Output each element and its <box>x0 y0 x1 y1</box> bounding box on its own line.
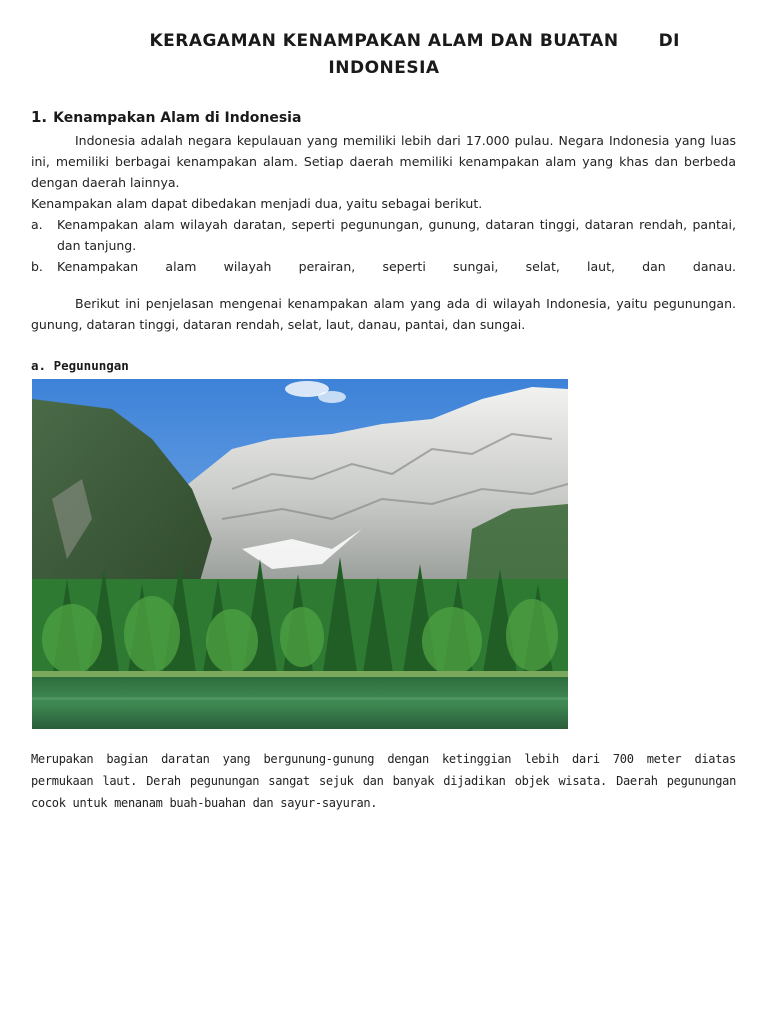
document-title <box>60 28 708 82</box>
section-1-heading <box>31 108 301 126</box>
title-line-1 <box>60 28 708 55</box>
subsection-a-heading: a. Pegunungan <box>31 358 129 373</box>
list-marker-b: b. <box>31 259 43 274</box>
list-item-b <box>31 256 736 277</box>
title-di-text: DI <box>658 31 680 51</box>
division-paragraph: Kenampakan alam dapat dibedakan menjadi dua, yaitu sebagai berikut. <box>31 196 483 211</box>
title-main-text: KERAGAMAN KENAMPAKAN ALAM DAN BUATAN <box>149 31 619 51</box>
intro-paragraph: Indonesia adalah negara kepulauan yang memiliki lebih dari 17.000 pulau. Negara Indonesia yang luas ini, memiliki berbagai kenampakan alam. Setiap daerah memiliki kenampakan alam yang khas dan berbeda dengan daerah lainnya. <box>31 133 736 190</box>
explanation-paragraph: Berikut ini penjelasan mengenai kenampakan alam yang ada di wilayah Indonesia, yaitu pegunungan. gunung, dataran tinggi, dataran rendah, selat, laut, danau, pantai, dan sungai. <box>31 296 736 332</box>
list-text-a: Kenampakan alam wilayah daratan, seperti pegunungan, gunung, dataran tinggi, dataran rendah, pantai, dan tanjung. <box>57 217 736 253</box>
section-1-number: 1. <box>31 108 48 126</box>
mountain-landscape-photo <box>32 379 568 729</box>
section-1-title: Kenampakan Alam di Indonesia <box>53 110 302 126</box>
list-text-b: Kenampakan alam wilayah perairan, seperti sungai, selat, laut, dan danau. <box>57 259 736 274</box>
list-item-a <box>31 214 736 256</box>
title-line-2: INDONESIA <box>328 58 440 78</box>
list-marker-a: a. <box>31 217 43 232</box>
pegunungan-description: Merupakan bagian daratan yang bergunung-gunung dengan ketinggian lebih dari 700 meter diatas permukaan laut. Derah pegunungan sangat sejuk dan banyak dijadikan objek wisata. Daerah pegunungan cocok untuk menanam buah-buahan dan sayur-sayuran. <box>31 752 736 810</box>
